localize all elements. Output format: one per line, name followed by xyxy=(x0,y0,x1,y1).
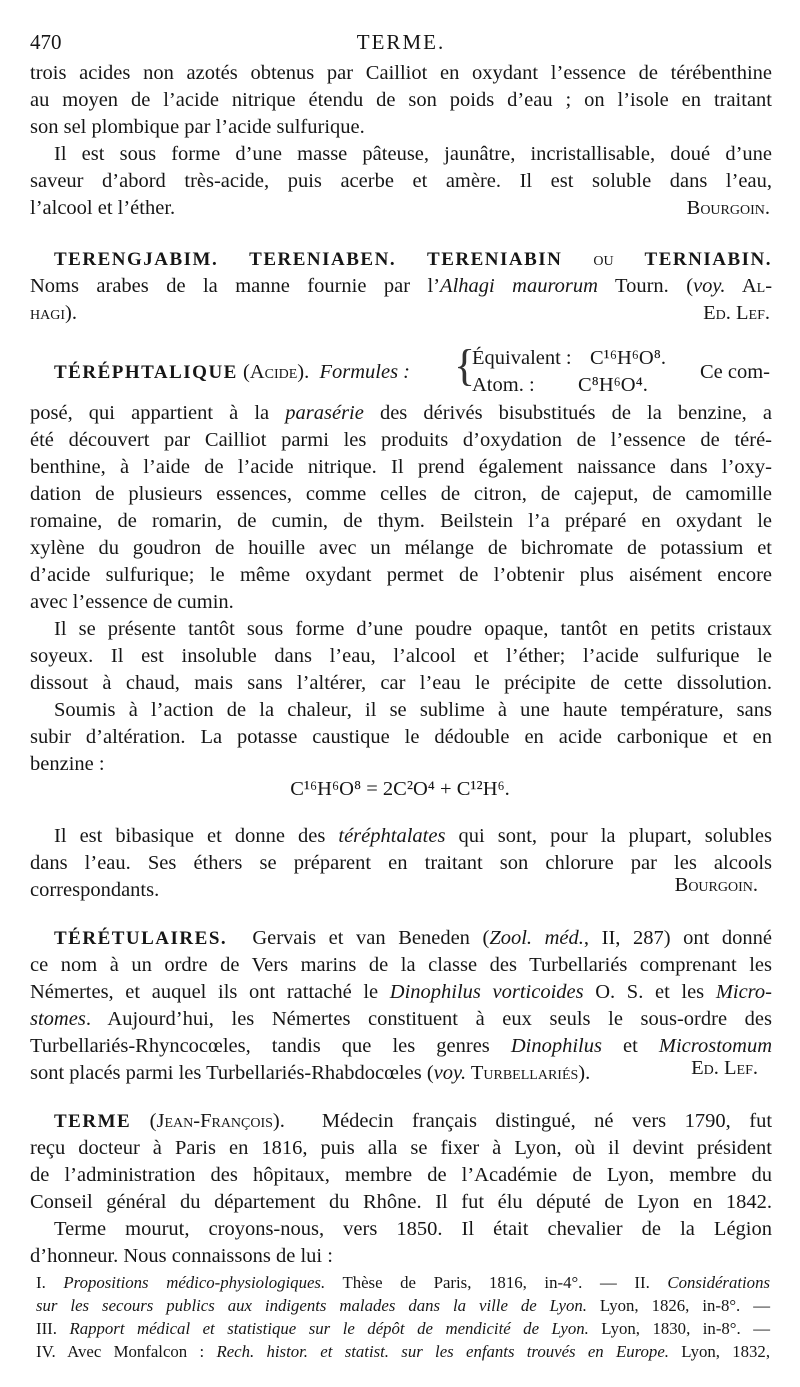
text-run: Médecin français distingué, né vers 1790, fut xyxy=(321,1110,773,1132)
italic-run: Microstomum xyxy=(658,1035,772,1057)
text-line xyxy=(30,273,772,299)
equivalent-label: Équivalent : xyxy=(472,347,572,369)
text-run: Al- xyxy=(725,275,773,297)
entry-headword: TERENIABEN. xyxy=(249,249,397,270)
text-run: Ce com- xyxy=(699,361,770,383)
text-run: . Aujourd’hui, les Némertes constituent à eux seuls le sous-ordre des xyxy=(85,1008,772,1030)
bibliography-line xyxy=(36,1341,770,1363)
text-line: saveur d’abord très-acide, puis acerbe et amère. Il est soluble dans l’eau, xyxy=(30,170,772,192)
text-run: Gervais et van Beneden ( xyxy=(252,927,490,949)
text-line: trois acides non azotés obtenus par Cailliot en oxydant l’essence de térébenthine xyxy=(30,62,772,84)
text-run: O. S. et les xyxy=(583,981,716,1003)
text-line: Conseil général du département du Rhône. Il fut élu député de Lyon en 1842. xyxy=(30,1191,772,1213)
text-line: Il se présente tantôt sous forme d’une poudre opaque, tantôt en petits cristaux xyxy=(54,618,772,640)
author-signature: Bourgoin. xyxy=(674,874,758,896)
text-run: , II, 287) ont donné xyxy=(583,927,773,949)
text-line: Terme mourut, croyons-nous, vers 1850. Il était chevalier de la Légion xyxy=(54,1218,772,1240)
chemical-equation: C¹⁶H⁶O⁸ = 2C²O⁴ + C¹²H⁶. xyxy=(290,778,510,800)
text-run: ). xyxy=(578,1062,591,1084)
author-signature: Bourgoin. xyxy=(686,197,770,219)
text-line: d’acide sulfurique; le même oxydant permet de l’obtenir plus aisément encore xyxy=(30,564,772,586)
text-line: romaine, de romarin, de cumin, de thym. Beilstein l’a préparé en oxydant le xyxy=(30,510,772,532)
text-line: l’alcool et l’éther. xyxy=(30,197,176,219)
text-run: Thèse de Paris, 1816, in-4°. — II. xyxy=(325,1273,668,1292)
italic-run: voy. xyxy=(693,275,726,297)
conjunction: ou xyxy=(593,248,614,270)
entry-headword: TERME xyxy=(54,1111,132,1132)
text-line xyxy=(54,1108,772,1135)
text-line: dation de plusieurs essences, comme celles de citron, de cajeput, de camomille xyxy=(30,483,772,505)
text-run: IV. Avec Monfalcon : xyxy=(36,1342,217,1361)
text-line xyxy=(54,823,772,849)
text-run: III. xyxy=(36,1319,70,1338)
text-line xyxy=(30,979,772,1005)
entry-headword: TÉRÉPHTALIQUE xyxy=(54,362,238,383)
formula-brace: { xyxy=(454,341,476,390)
text-line: dans l’eau. Ses éthers se préparent en traitant son chlorure par les alcools xyxy=(30,852,772,874)
atom-formula: C⁸H⁶O⁴. xyxy=(578,374,648,396)
text-line xyxy=(30,1006,772,1032)
text-run: Il est bibasique et donne des xyxy=(54,825,339,847)
bibliography-line xyxy=(36,1272,770,1294)
text-line: posé, qui appartient à la parasérie des dérivés bisubstitués de la benzine, a xyxy=(30,402,772,424)
text-run: sont placés parmi les Turbellariés-Rhabdocœles ( xyxy=(30,1062,434,1084)
author-signature: Ed. Lef. xyxy=(703,302,770,324)
text-line: son sel plombique par l’acide sulfurique. xyxy=(30,116,365,138)
italic-run: Dinophilus vorticoides xyxy=(389,981,584,1003)
text-run: Tourn. ( xyxy=(597,275,694,297)
text-line: dissout à chaud, mais sans l’altérer, car l’eau le précipite de cette dissolution. xyxy=(30,672,772,694)
text-line: xylène du goudron de houille avec un mélange de bichromate de potassium et xyxy=(30,537,772,559)
italic-run: Considérations xyxy=(667,1273,770,1292)
text-line: au moyen de l’acide nitrique étendu de son poids d’eau ; on l’isole en traitant xyxy=(30,89,772,111)
text-line: ce nom à un ordre de Vers marins de la classe des Turbellariés comprenant les xyxy=(30,954,772,976)
text-run: qui sont, pour la plupart, solubles xyxy=(445,825,772,847)
text-run: et xyxy=(601,1035,659,1057)
running-title: TERME. xyxy=(356,30,446,54)
entry-headword: TERNIABIN. xyxy=(644,249,772,270)
text-line xyxy=(54,925,772,952)
italic-run: Micro- xyxy=(715,981,772,1003)
text-run: Lyon, 1830, in-8°. — xyxy=(588,1319,770,1338)
text-line: subir d’altération. La potasse caustique le dédouble en acide carbonique et en xyxy=(30,726,772,748)
text-line: de l’administration des hôpitaux, membre de l’Académie de Lyon, membre du xyxy=(30,1164,772,1186)
entry-heading-line xyxy=(54,359,410,386)
text-run: Turbellariés xyxy=(466,1062,579,1084)
text-line xyxy=(30,1033,772,1059)
author-signature: Ed. Lef. xyxy=(691,1057,758,1079)
entry-qualifier: (Jean-François). xyxy=(149,1110,285,1132)
bibliography-line xyxy=(36,1318,770,1340)
italic-run: Rech. histor. et statist. sur les enfants trouvés en Europe. xyxy=(216,1342,669,1361)
text-run: Lyon, 1826, in-8°. — xyxy=(586,1296,771,1315)
text-line: benzine : xyxy=(30,753,105,775)
italic-run: Dinophilus xyxy=(510,1035,602,1057)
text-line: benthine, à l’aide de l’acide nitrique. Il prend également naissance dans l’oxy- xyxy=(30,456,772,478)
entry-headword: TERENGJABIM. xyxy=(54,249,219,270)
text-line: été découvert par Cailliot parmi les produits d’oxydation de l’essence de téré- xyxy=(30,429,772,451)
text-line: Il est sous forme d’une masse pâteuse, jaunâtre, incristallisable, doué d’une xyxy=(54,143,772,165)
page-number: 470 xyxy=(30,30,62,54)
atom-label: Atom. : xyxy=(472,374,535,396)
italic-run: Rapport médical et statistique sur le dépôt de mendicité de Lyon. xyxy=(69,1319,589,1338)
italic-run: voy. xyxy=(433,1062,467,1084)
text-line: d’honneur. Nous connaissons de lui : xyxy=(30,1245,333,1267)
text-run: Turbellariés-Rhyncocœles, tandis que les genres xyxy=(30,1035,511,1057)
italic-run: sur les secours publics aux indigents malades dans la ville de Lyon. xyxy=(36,1296,587,1315)
equivalent-formula: C¹⁶H⁶O⁸. xyxy=(590,347,666,369)
entry-qualifier: (Acide). xyxy=(242,361,310,383)
text-run: Noms arabes de la manne fournie par l’ xyxy=(30,275,441,297)
bibliography-line xyxy=(36,1295,770,1317)
italic-run: téréphtalates xyxy=(338,825,446,847)
formula-label: Formules : xyxy=(319,361,411,383)
running-header xyxy=(30,30,772,56)
text-line: Soumis à l’action de la chaleur, il se sublime à une haute température, sans xyxy=(54,699,772,721)
entry-heading-line xyxy=(54,246,772,273)
text-line xyxy=(30,1060,630,1086)
text-run: Némertes, et auquel ils ont rattaché le xyxy=(30,981,390,1003)
entry-headword: TERENIABIN xyxy=(427,249,563,270)
text-line: reçu docteur à Paris en 1816, puis alla se fixer à Lyon, où il devint président xyxy=(30,1137,772,1159)
italic-run: Alhagi maurorum xyxy=(440,275,598,297)
text-line: correspondants. xyxy=(30,879,160,901)
text-run: Lyon, 1832, xyxy=(668,1342,771,1361)
text-line: avec l’essence de cumin. xyxy=(30,591,234,613)
italic-run: Propositions médico-physiologiques. xyxy=(63,1273,326,1292)
entry-headword: TÉRÉTULAIRES. xyxy=(54,928,228,949)
italic-run: stomes xyxy=(30,1008,86,1030)
text-run: I. xyxy=(36,1273,64,1292)
text-line: hagi). xyxy=(30,302,77,324)
text-line: soyeux. Il est insoluble dans l’eau, l’alcool et l’éther; l’acide sulfurique le xyxy=(30,645,772,667)
italic-run: Zool. méd. xyxy=(489,927,584,949)
